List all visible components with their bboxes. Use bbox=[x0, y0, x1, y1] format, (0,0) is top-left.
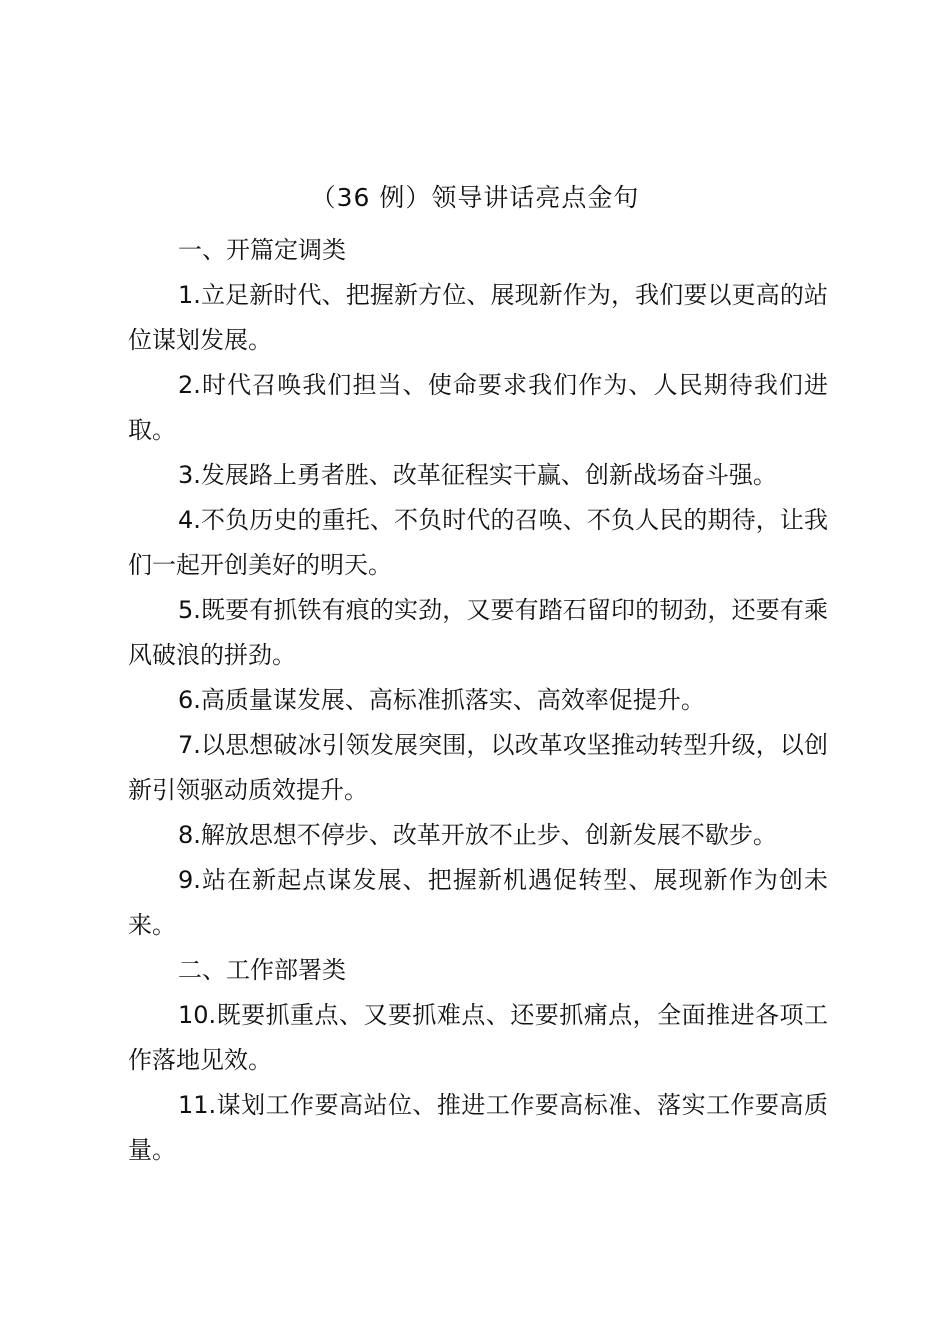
section-heading: 二、工作部署类 bbox=[178, 956, 346, 984]
quote-item: 11.谋划工作要高站位、推进工作要高标准、落实工作要高质量。 bbox=[128, 1091, 828, 1164]
section-heading: 一、开篇定调类 bbox=[178, 236, 346, 264]
quote-item: 7.以思想破冰引领发展突围，以改革攻坚推动转型升级，以创新引领驱动质效提升。 bbox=[128, 731, 828, 804]
quote-item: 9.站在新起点谋发展、把握新机遇促转型、展现新作为创未来。 bbox=[128, 866, 828, 939]
quote-item: 8.解放思想不停步、改革开放不止步、创新发展不歇步。 bbox=[178, 821, 777, 849]
document-body bbox=[128, 228, 828, 1173]
quote-item: 6.高质量谋发展、高标准抓落实、高效率促提升。 bbox=[178, 686, 705, 714]
quote-item: 4.不负历史的重托、不负时代的召唤、不负人民的期待，让我们一起开创美好的明天。 bbox=[128, 506, 828, 579]
quote-item: 10.既要抓重点、又要抓难点、还要抓痛点，全面推进各项工作落地见效。 bbox=[128, 1001, 828, 1074]
quote-item: 3.发展路上勇者胜、改革征程实干赢、创新战场奋斗强。 bbox=[178, 461, 777, 489]
quote-item: 1.立足新时代、把握新方位、展现新作为，我们要以更高的站位谋划发展。 bbox=[128, 281, 828, 354]
quote-item: 2.时代召唤我们担当、使命要求我们作为、人民期待我们进取。 bbox=[128, 371, 828, 444]
document-title: （36 例）领导讲话亮点金句 bbox=[310, 183, 640, 212]
quote-item: 5.既要有抓铁有痕的实劲，又要有踏石留印的韧劲，还要有乘风破浪的拼劲。 bbox=[128, 596, 828, 669]
